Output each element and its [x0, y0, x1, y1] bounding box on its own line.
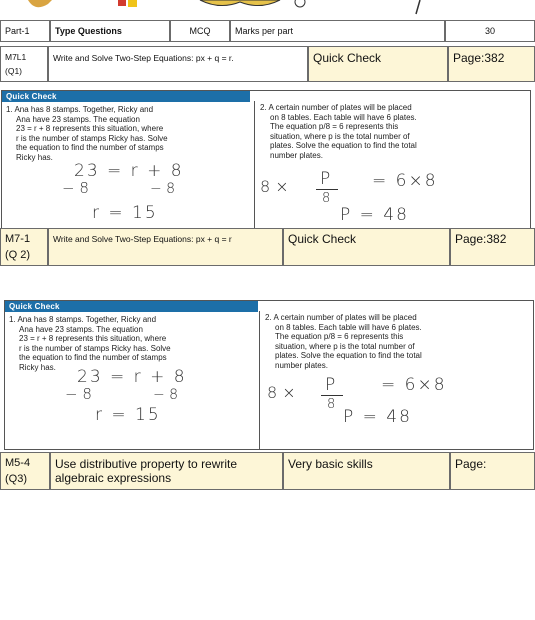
handwritten-p: P	[320, 169, 331, 189]
marks-per-part-label: Marks per part	[230, 20, 445, 42]
question-number: (Q1)	[5, 66, 22, 76]
question-1-text: 1. Ana has 8 stamps. Together, Ricky and Ana have 23 stamps. The equation 23 = r + 8 represents this situation, where r is the number of stamps Ricky has. Solve the equation to find the number of stamps Ricky has.	[6, 105, 168, 162]
logo-graphic	[0, 0, 535, 18]
handwritten-p: P	[325, 375, 336, 395]
handwritten-equation: 23 = r + 8	[74, 161, 184, 181]
fraction-bar	[321, 395, 343, 396]
check-type: Quick Check	[308, 46, 448, 82]
topic-title	[50, 452, 283, 490]
page-reference: Page:382	[448, 46, 535, 82]
topic-code: M7-1	[5, 233, 31, 245]
page-reference: Page:382	[450, 228, 535, 266]
fraction-bar	[316, 189, 338, 190]
handwritten-subtract-right: − 8	[153, 387, 179, 403]
topic-row-2	[0, 228, 535, 266]
check-type: Very basic skills	[283, 452, 450, 490]
topic-code: M7L1	[5, 52, 27, 62]
handwritten-multiply: 8 ×	[260, 177, 289, 196]
part-label: Part-1	[0, 20, 50, 42]
handwritten-subtract-left: − 8	[62, 179, 89, 197]
handwritten-denominator: 8	[322, 191, 331, 206]
question-1-text: 1. Ana has 8 stamps. Together, Ricky and Ana have 23 stamps. The equation 23 = r + 8 represents this situation, where r is the number of stamps Ricky has. Solve the equation to find the number of stamps Ricky has.	[9, 315, 171, 372]
panel-divider	[254, 101, 255, 229]
page-reference: Page:	[450, 452, 535, 490]
logo-banner	[0, 0, 535, 18]
question-number: (Q 2)	[5, 249, 31, 261]
question-number: (Q3)	[5, 473, 27, 485]
type-questions-label: Type Questions	[50, 20, 170, 42]
handwritten-rhs: = 6×8	[372, 171, 438, 191]
question-2-text: 2. A certain number of plates will be placed on 8 tables. Each table will have 6 plates. The equation p/8 = 6 represents this situation, where p is the total number of plates. Solve the equation to find the total number plates.	[260, 103, 417, 160]
handwritten-result: P = 48	[343, 407, 412, 427]
topic-code-cell	[0, 228, 48, 266]
check-type: Quick Check	[283, 228, 450, 266]
handwritten-result: P = 48	[340, 205, 409, 225]
quick-check-bar: Quick Check	[5, 301, 258, 312]
topic-row-1	[0, 46, 535, 82]
panel-divider	[259, 311, 260, 449]
topic-code-cell	[0, 46, 48, 82]
handwritten-denominator: 8	[327, 397, 336, 412]
topic-title-line-2: algebraic expressions	[55, 471, 172, 485]
handwritten-equation: 23 = r + 8	[77, 367, 187, 387]
topic-code-cell	[0, 452, 50, 490]
topic-title: Write and Solve Two-Step Equations: px + q = r	[48, 228, 283, 266]
total-marks: 30	[445, 20, 535, 42]
quick-check-panel-1	[1, 90, 531, 230]
handwritten-subtract-left: − 8	[65, 385, 92, 403]
quick-check-panel-2	[4, 300, 534, 450]
topic-title-line-1: Use distributive property to rewrite	[55, 457, 238, 471]
handwritten-rhs: = 6×8	[381, 375, 447, 395]
handwritten-subtract-right: − 8	[150, 181, 176, 197]
handwritten-multiply: 8 ×	[267, 383, 296, 402]
topic-code: M5-4	[5, 457, 31, 469]
mcq-label: MCQ	[170, 20, 230, 42]
topic-row-3	[0, 452, 535, 490]
header-row	[0, 20, 535, 42]
handwritten-answer: r = 15	[92, 203, 158, 223]
quick-check-bar: Quick Check	[2, 91, 250, 102]
handwritten-answer: r = 15	[95, 405, 161, 425]
topic-title: Write and Solve Two-Step Equations: px + q = r.	[48, 46, 308, 82]
question-2-text: 2. A certain number of plates will be placed on 8 tables. Each table will have 6 plates. The equation p/8 = 6 represents this situation, where p is the total number of plates. Solve the equation to find the total number plates.	[265, 313, 422, 370]
